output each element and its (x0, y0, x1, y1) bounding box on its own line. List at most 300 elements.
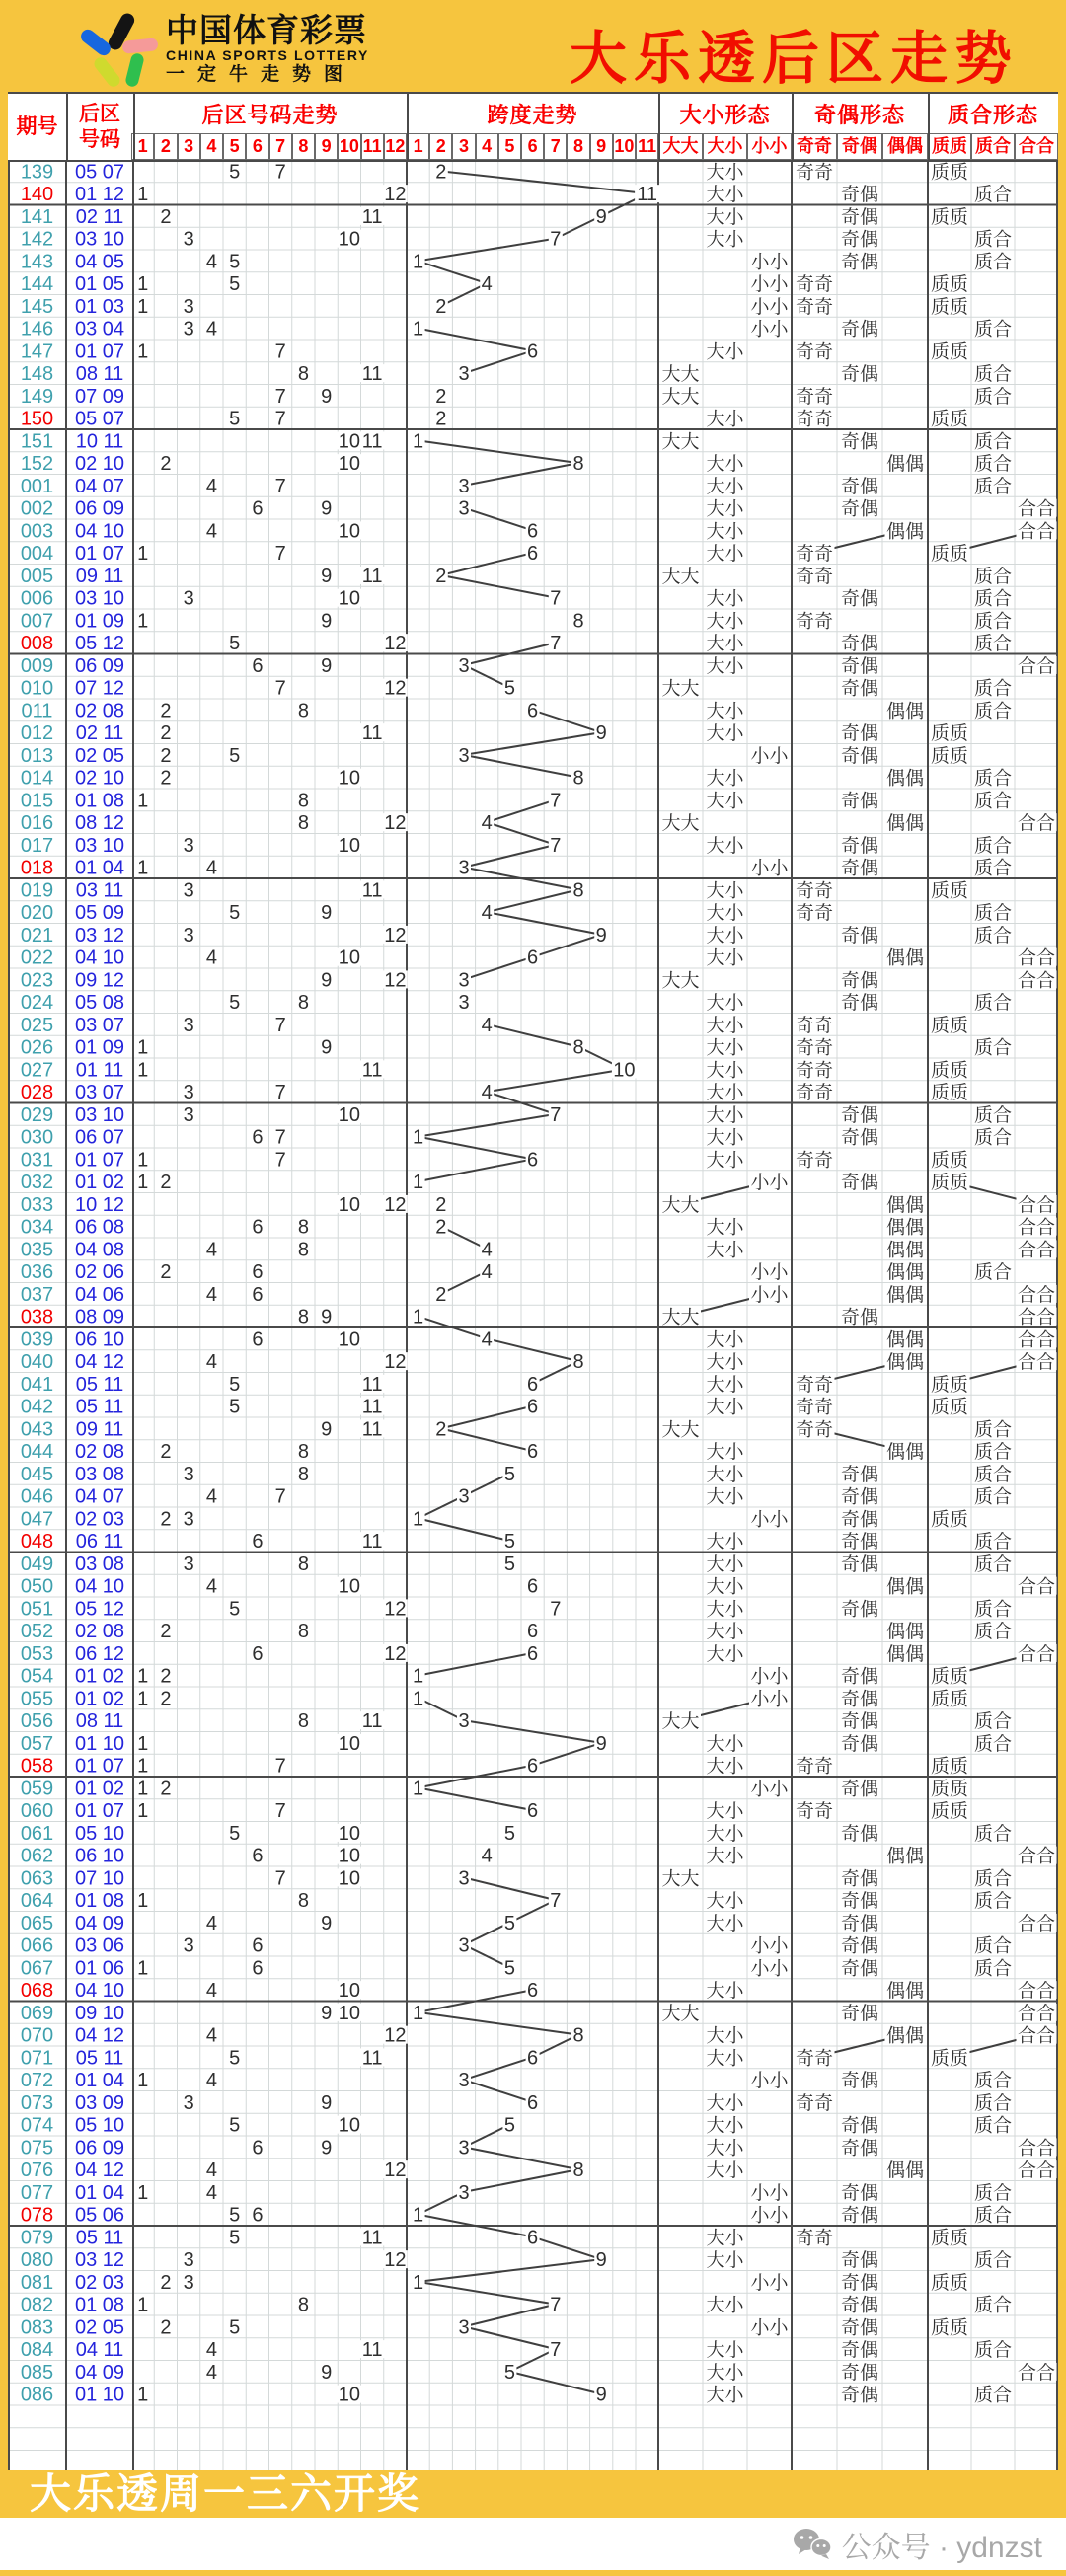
top-brand-band (0, 0, 1066, 92)
parity-pattern: 奇偶 (840, 2385, 879, 2406)
trend-value: 2 (160, 1778, 172, 1800)
prime-pattern: 合合 (1017, 1981, 1056, 2003)
header-numbers (66, 94, 133, 160)
span-value: 5 (503, 1463, 515, 1485)
trend-value: 11 (361, 2047, 383, 2070)
parity-pattern: 奇偶 (840, 319, 879, 341)
prime-pattern: 质合 (973, 1553, 1013, 1575)
trend-value: 1 (137, 1800, 149, 1823)
span-value: 6 (527, 520, 539, 543)
size-pattern: 小小 (750, 1509, 789, 1531)
header-divider (66, 94, 68, 160)
span-value: 3 (458, 2181, 470, 2204)
parity-pattern: 奇奇 (795, 386, 834, 408)
span-value: 1 (413, 1665, 424, 1688)
prime-pattern: 质质 (930, 2228, 969, 2249)
prime-pattern: 质质 (930, 1689, 969, 1710)
prime-pattern: 合合 (1017, 1576, 1056, 1598)
size-pattern: 大小 (706, 1464, 744, 1485)
trend-value: 10 (338, 453, 360, 476)
prime-pattern: 质合 (973, 566, 1013, 587)
prime-pattern: 质合 (973, 2385, 1013, 2406)
trend-value: 4 (205, 2339, 217, 2362)
header-numbers-line2: 号码 (79, 127, 120, 151)
parity-col-header: 偶偶 (882, 133, 928, 160)
prime-pattern: 质质 (930, 409, 969, 430)
prime-pattern: 质合 (973, 1733, 1013, 1755)
prime-pattern: 质合 (973, 993, 1013, 1015)
parity-pattern: 奇奇 (795, 880, 834, 902)
trend-value: 12 (384, 184, 407, 206)
parity-pattern: 奇偶 (840, 993, 879, 1015)
trend-value: 6 (252, 654, 264, 677)
span-value: 10 (613, 1059, 636, 1082)
parity-pattern: 偶偶 (885, 947, 925, 969)
size-col-header: 大大 (658, 133, 703, 160)
prime-pattern: 质质 (930, 1779, 969, 1800)
span-value: 8 (572, 453, 584, 476)
period-number: 142 (20, 228, 54, 251)
size-pattern: 大小 (706, 1532, 744, 1553)
prime-pattern: 质质 (930, 745, 969, 767)
header-period (8, 94, 66, 160)
trend-value: 2 (160, 1172, 172, 1194)
period-number: 024 (20, 992, 54, 1015)
back-zone-numbers: 01 08 (74, 790, 125, 812)
size-pattern: 大小 (706, 993, 744, 1015)
trend-value: 2 (160, 1621, 172, 1643)
size-pattern: 大小 (706, 1599, 744, 1621)
parity-pattern: 奇偶 (840, 431, 879, 453)
prime-pattern: 质合 (973, 701, 1013, 722)
prime-pattern: 质合 (973, 1891, 1013, 1913)
trend-value: 11 (361, 430, 383, 453)
back-zone-numbers: 02 03 (74, 1508, 125, 1531)
period-number: 012 (20, 722, 54, 745)
trend-value: 1 (137, 295, 149, 318)
span-value: 1 (413, 1778, 424, 1800)
size-pattern: 小小 (750, 296, 789, 318)
parity-pattern: 奇偶 (840, 206, 879, 228)
parity-pattern: 奇奇 (795, 162, 834, 184)
back-zone-numbers: 03 10 (74, 1103, 125, 1126)
period-number: 143 (20, 251, 54, 273)
trend-value: 2 (160, 2316, 172, 2339)
back-zone-numbers: 03 12 (74, 2249, 125, 2272)
span-col-header: 4 (476, 133, 498, 160)
back-zone-numbers: 01 07 (74, 1800, 125, 1823)
header-divider (133, 94, 135, 160)
prime-pattern: 质合 (973, 1127, 1013, 1149)
prime-pattern: 质质 (930, 1801, 969, 1823)
parity-pattern: 奇奇 (795, 409, 834, 430)
period-number: 045 (20, 1463, 54, 1485)
trend-value: 7 (274, 1082, 286, 1104)
size-pattern: 大大 (661, 1307, 700, 1328)
trend-value: 4 (205, 1239, 217, 1261)
back-zone-numbers: 01 09 (74, 610, 125, 633)
trend-value: 4 (205, 857, 217, 879)
trend-value: 2 (160, 767, 172, 790)
size-pattern: 大小 (706, 1374, 744, 1396)
trend-col-header: 1 (131, 133, 154, 160)
period-number: 009 (20, 654, 54, 677)
trend-value: 1 (137, 273, 149, 296)
period-number: 058 (20, 1755, 54, 1778)
trend-value: 10 (338, 1822, 360, 1845)
back-zone-numbers: 06 09 (74, 497, 125, 520)
span-value: 3 (458, 969, 470, 992)
trend-value: 3 (183, 834, 194, 857)
back-zone-numbers: 01 11 (75, 1059, 124, 1082)
prime-pattern: 质合 (973, 364, 1013, 386)
prime-pattern: 质合 (973, 431, 1013, 453)
trend-value: 9 (321, 610, 333, 633)
span-value: 4 (481, 273, 493, 296)
back-zone-numbers: 10 12 (74, 1193, 125, 1216)
trend-value: 1 (137, 2294, 149, 2316)
trend-value: 10 (338, 947, 360, 969)
span-value: 6 (527, 1441, 539, 1464)
back-zone-numbers: 01 07 (74, 1755, 125, 1778)
parity-pattern: 偶偶 (885, 1643, 925, 1665)
period-number: 073 (20, 2091, 54, 2114)
back-zone-numbers: 05 11 (75, 1396, 124, 1418)
span-value: 7 (550, 834, 562, 857)
back-zone-numbers: 02 11 (75, 722, 124, 745)
trend-value: 11 (361, 1396, 383, 1418)
size-pattern: 大小 (706, 1801, 744, 1823)
trend-value: 2 (160, 1441, 172, 1464)
trend-value: 5 (229, 902, 241, 925)
table-header (8, 94, 1058, 160)
trend-value: 10 (338, 587, 360, 610)
back-zone-numbers: 01 07 (74, 543, 125, 566)
prime-pattern: 合合 (1017, 970, 1056, 992)
trend-value: 7 (274, 1755, 286, 1778)
back-zone-numbers: 02 03 (74, 2271, 125, 2294)
parity-pattern: 奇偶 (840, 1307, 879, 1328)
size-pattern: 小小 (750, 2182, 789, 2204)
trend-value: 10 (338, 1103, 360, 1126)
prime-pattern: 质合 (973, 2115, 1013, 2137)
header-divider (658, 94, 660, 160)
prime-pattern: 质质 (930, 206, 969, 228)
trend-value: 1 (137, 1665, 149, 1688)
span-col-header: 5 (498, 133, 521, 160)
span-value: 6 (527, 1755, 539, 1778)
header-numbers-line1: 后区 (79, 102, 120, 125)
trend-value: 1 (137, 1688, 149, 1710)
trend-value: 4 (205, 520, 217, 543)
span-value: 2 (435, 385, 447, 408)
span-value: 6 (527, 1149, 539, 1172)
trend-value: 3 (183, 879, 194, 902)
size-pattern: 大大 (661, 2003, 700, 2024)
span-value: 2 (435, 408, 447, 430)
parity-pattern: 奇奇 (795, 1374, 834, 1396)
back-zone-numbers: 03 09 (74, 2091, 125, 2114)
parity-pattern: 偶偶 (885, 1194, 925, 1216)
back-zone-numbers: 07 12 (74, 677, 125, 700)
parity-pattern: 奇奇 (795, 1397, 834, 1418)
trend-value: 10 (338, 2384, 360, 2406)
back-zone-numbers: 03 06 (74, 1934, 125, 1957)
trend-value: 6 (252, 1934, 264, 1957)
back-zone-numbers: 01 08 (74, 2294, 125, 2316)
trend-value: 5 (229, 2227, 241, 2249)
parity-pattern: 奇偶 (840, 1173, 879, 1194)
size-col-header: 大小 (703, 133, 747, 160)
span-value: 9 (595, 924, 607, 947)
wechat-account (793, 2518, 1042, 2570)
span-value: 3 (458, 744, 470, 767)
prime-pattern: 质合 (973, 1823, 1013, 1845)
trend-value: 11 (361, 1418, 383, 1441)
trend-col-header: 12 (384, 133, 407, 160)
trend-value: 3 (183, 1082, 194, 1104)
period-number: 038 (20, 1306, 54, 1328)
prime-pattern: 质合 (973, 2295, 1013, 2316)
prime-pattern: 合合 (1017, 1194, 1056, 1216)
span-value: 5 (503, 1957, 515, 1980)
trend-value: 5 (229, 2114, 241, 2137)
prime-pattern: 质合 (973, 1599, 1013, 1621)
period-number: 069 (20, 2002, 54, 2024)
trend-value: 12 (384, 633, 407, 655)
trend-value: 10 (338, 1193, 360, 1216)
period-number: 074 (20, 2114, 54, 2137)
prime-pattern: 合合 (1017, 947, 1056, 969)
back-zone-numbers: 02 05 (74, 2316, 125, 2339)
span-col-header: 9 (590, 133, 613, 160)
span-value: 6 (527, 543, 539, 566)
trend-value: 12 (384, 1598, 407, 1621)
parity-pattern: 奇偶 (840, 1711, 879, 1733)
prime-pattern: 合合 (1017, 1913, 1056, 1934)
period-number: 083 (20, 2316, 54, 2339)
span-value: 4 (481, 1082, 493, 1104)
trend-value: 8 (297, 2294, 309, 2316)
size-pattern: 小小 (750, 1666, 789, 1688)
prime-pattern: 质合 (973, 252, 1013, 273)
trend-value: 5 (229, 161, 241, 184)
size-pattern: 大小 (706, 2385, 744, 2406)
prime-pattern: 质合 (973, 476, 1013, 497)
period-number: 067 (20, 1957, 54, 1980)
trend-value: 3 (183, 1463, 194, 1485)
size-pattern: 大小 (706, 1060, 744, 1082)
prime-pattern: 合合 (1017, 1329, 1056, 1351)
parity-pattern: 奇奇 (795, 296, 834, 318)
size-pattern: 大小 (706, 454, 744, 476)
period-number: 028 (20, 1082, 54, 1104)
span-value: 4 (481, 902, 493, 925)
span-value: 6 (527, 700, 539, 722)
period-number: 010 (20, 677, 54, 700)
parity-pattern: 奇奇 (795, 903, 834, 925)
size-pattern: 大小 (706, 1576, 744, 1598)
prime-pattern: 质合 (973, 1622, 1013, 1643)
span-value: 6 (527, 1980, 539, 2003)
size-pattern: 大小 (706, 1104, 744, 1126)
trend-value: 3 (183, 228, 194, 251)
trend-table (8, 92, 1058, 2470)
trend-value: 4 (205, 1283, 217, 1306)
size-pattern: 大大 (661, 1194, 700, 1216)
back-zone-numbers: 05 12 (74, 633, 125, 655)
trend-value: 5 (229, 2047, 241, 2070)
trend-value: 1 (137, 1778, 149, 1800)
trend-value: 11 (361, 565, 383, 587)
prime-pattern: 合合 (1017, 1217, 1056, 1239)
size-pattern: 大小 (706, 2115, 744, 2137)
period-number: 021 (20, 924, 54, 947)
parity-pattern: 奇偶 (840, 1127, 879, 1149)
header-span-group: 跨度走势 (487, 102, 578, 127)
period-number: 068 (20, 1980, 54, 2003)
trend-value: 6 (252, 1126, 264, 1149)
trend-value: 6 (252, 1283, 264, 1306)
trend-value: 7 (274, 1867, 286, 1890)
prime-pattern: 质质 (930, 296, 969, 318)
prime-pattern: 质合 (973, 1104, 1013, 1126)
span-value: 5 (503, 1553, 515, 1575)
trend-value: 3 (183, 2091, 194, 2114)
trend-value: 7 (274, 1014, 286, 1036)
span-value: 4 (481, 1239, 493, 1261)
period-number: 029 (20, 1103, 54, 1126)
trend-value: 9 (321, 1306, 333, 1328)
prime-pattern: 质合 (973, 2205, 1013, 2227)
size-col-header: 小小 (747, 133, 792, 160)
trend-value: 9 (321, 1036, 333, 1059)
span-value: 3 (458, 1485, 470, 1508)
trend-value: 10 (338, 1845, 360, 1867)
span-value: 7 (550, 1103, 562, 1126)
trend-value: 3 (183, 924, 194, 947)
size-pattern: 大大 (661, 1711, 700, 1733)
prime-pattern: 质合 (973, 2250, 1013, 2272)
back-zone-numbers: 01 09 (74, 1036, 125, 1059)
parity-pattern: 奇偶 (840, 1532, 879, 1553)
parity-pattern: 奇偶 (840, 1464, 879, 1485)
span-value: 8 (572, 2024, 584, 2047)
size-pattern: 大大 (661, 566, 700, 587)
trend-value: 11 (361, 2339, 383, 2362)
trend-value: 7 (274, 475, 286, 497)
parity-pattern: 奇偶 (840, 2003, 879, 2024)
parity-pattern: 奇奇 (795, 2048, 834, 2070)
back-zone-numbers: 06 10 (74, 1845, 125, 1867)
wechat-account-label: 公众号 · ydnzst (841, 2531, 1042, 2564)
back-zone-numbers: 02 06 (74, 1261, 125, 1284)
period-number: 086 (20, 2384, 54, 2406)
header-size-group: 大小形态 (679, 102, 771, 127)
period-number: 071 (20, 2047, 54, 2070)
cell-values (21, 161, 1057, 2405)
size-pattern: 大小 (706, 1643, 744, 1665)
back-zone-numbers: 05 10 (74, 2114, 125, 2137)
prime-pattern: 质合 (973, 678, 1013, 700)
trend-value: 8 (297, 363, 309, 386)
size-pattern: 大小 (706, 1891, 744, 1913)
back-zone-numbers: 04 10 (74, 1575, 125, 1598)
back-zone-numbers: 08 12 (74, 812, 125, 835)
prime-pattern: 合合 (1017, 2138, 1056, 2159)
period-number: 141 (20, 205, 54, 228)
back-zone-numbers: 07 10 (74, 1867, 125, 1890)
trend-value: 10 (338, 430, 360, 453)
prime-pattern: 质合 (973, 791, 1013, 812)
trend-value: 7 (274, 1485, 286, 1508)
back-zone-numbers: 01 10 (74, 2384, 125, 2406)
trend-value: 9 (321, 969, 333, 992)
prime-pattern: 质质 (930, 1509, 969, 1531)
span-value: 2 (435, 1283, 447, 1306)
parity-pattern: 奇偶 (840, 229, 879, 251)
trend-value: 9 (321, 654, 333, 677)
size-pattern: 小小 (750, 2205, 789, 2227)
size-pattern: 大小 (706, 768, 744, 790)
prime-pattern: 质合 (973, 2340, 1013, 2362)
span-value: 5 (503, 2361, 515, 2384)
trend-value: 12 (384, 1193, 407, 1216)
header-divider (407, 94, 409, 160)
back-zone-numbers: 02 10 (74, 767, 125, 790)
back-zone-numbers: 01 04 (74, 2181, 125, 2204)
back-zone-numbers: 08 09 (74, 1306, 125, 1328)
span-value: 3 (458, 475, 470, 497)
trend-value: 7 (274, 1149, 286, 1172)
trend-value: 5 (229, 744, 241, 767)
prime-pattern: 质质 (930, 1150, 969, 1172)
back-zone-numbers: 01 02 (74, 1688, 125, 1710)
trend-value: 3 (183, 2249, 194, 2272)
header-trend-group: 后区号码走势 (201, 102, 339, 127)
size-pattern: 大小 (706, 341, 744, 363)
period-number: 145 (20, 295, 54, 318)
parity-pattern: 奇奇 (795, 1756, 834, 1778)
prime-pattern: 合合 (1017, 655, 1056, 677)
size-pattern: 大小 (706, 1486, 744, 1508)
prime-pattern: 质合 (973, 925, 1013, 947)
prime-pattern: 质合 (973, 2071, 1013, 2092)
period-number: 062 (20, 1845, 54, 1867)
span-value: 6 (527, 341, 539, 363)
parity-pattern: 奇偶 (840, 1779, 879, 1800)
trend-value: 4 (205, 2181, 217, 2204)
period-number: 039 (20, 1328, 54, 1351)
parity-pattern: 奇偶 (840, 1891, 879, 1913)
back-zone-numbers: 04 10 (74, 520, 125, 543)
parity-pattern: 奇偶 (840, 1666, 879, 1688)
trend-value: 10 (338, 1732, 360, 1755)
size-pattern: 小小 (750, 1173, 789, 1194)
size-pattern: 大小 (706, 655, 744, 677)
span-col-header: 6 (521, 133, 544, 160)
period-number: 004 (20, 543, 54, 566)
parity-pattern: 奇偶 (840, 2362, 879, 2384)
size-pattern: 大小 (706, 2048, 744, 2070)
prime-pattern: 质合 (973, 1419, 1013, 1441)
trend-col-header: 8 (292, 133, 315, 160)
period-number: 017 (20, 834, 54, 857)
header-parity-group: 奇偶形态 (813, 102, 905, 127)
back-zone-numbers: 06 10 (74, 1328, 125, 1351)
trend-value: 12 (384, 812, 407, 835)
span-value: 7 (550, 2339, 562, 2362)
